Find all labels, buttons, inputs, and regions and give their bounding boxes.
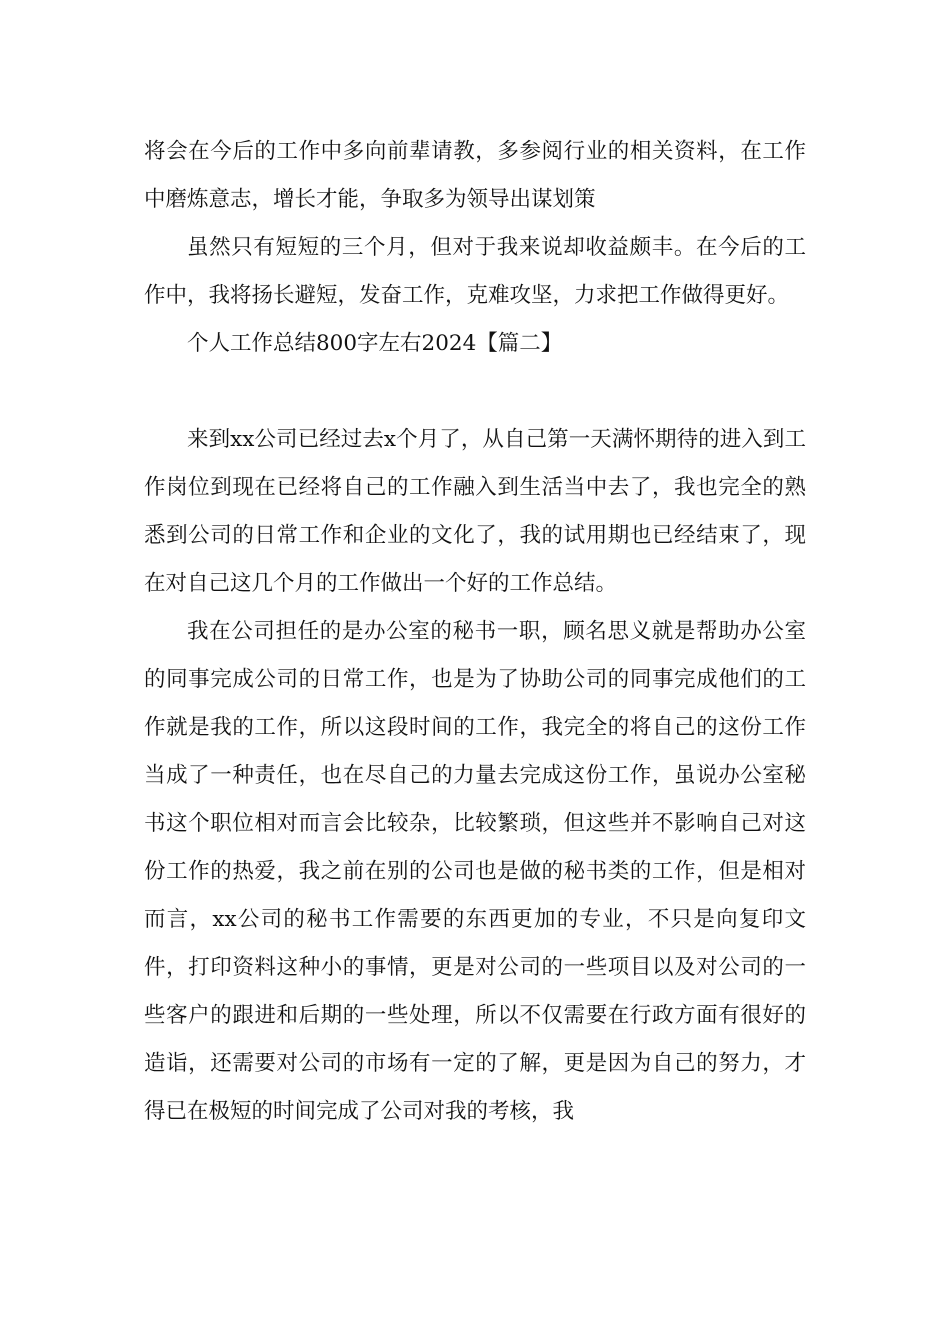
- paragraph-continuation: 将会在今后的工作中多向前辈请教，多参阅行业的相关资料，在工作中磨炼意志，增长才能，争取多为领导出谋划策: [144, 139, 806, 212]
- paragraph-role: 我在公司担任的是办公室的秘书一职，顾名思义就是帮助办公室的同事完成公司的日常工作，也是为了协助公司的同事完成他们的工作就是我的工作，所以这段时间的工作，我完全的将自己的这份工作当成了一种责任，也在尽自己的力量去完成这份工作，虽说办公室秘书这个职位相对而言会比较杂，比较繁琐，但这些并不影响自己对这份工作的热爱，我之前在别的公司也是做的秘书类的工作，但是相对而言，xx公司的秘书工作需要的东西更加的专业，不只是向复印文件，打印资料这种小的事情，更是对公司的一些项目以及对公司的一些客户的跟进和后期的一些处理，所以不仅需要在行政方面有很好的造诣，还需要对公司的市场有一定的了解，更是因为自己的努力，才得已在极短的时间完成了公司对我的考核，我: [144, 619, 806, 1124]
- blank-line: [144, 368, 806, 416]
- paragraph-intro: 来到xx公司已经过去x个月了，从自己第一天满怀期待的进入到工作岗位到现在已经将自己的工作融入到生活当中去了，我也完全的熟悉到公司的日常工作和企业的文化了，我的试用期也已经结束了，现在对自己这几个月的工作做出一个好的工作总结。: [144, 427, 806, 596]
- document-body: [144, 128, 806, 1136]
- paragraph-reflection: 虽然只有短短的三个月，但对于我来说却收益颇丰。在今后的工作中，我将扬长避短，发奋工作，克难攻坚，力求把工作做得更好。: [144, 235, 806, 308]
- section-heading: 个人工作总结800字左右2024【篇二】: [187, 331, 563, 356]
